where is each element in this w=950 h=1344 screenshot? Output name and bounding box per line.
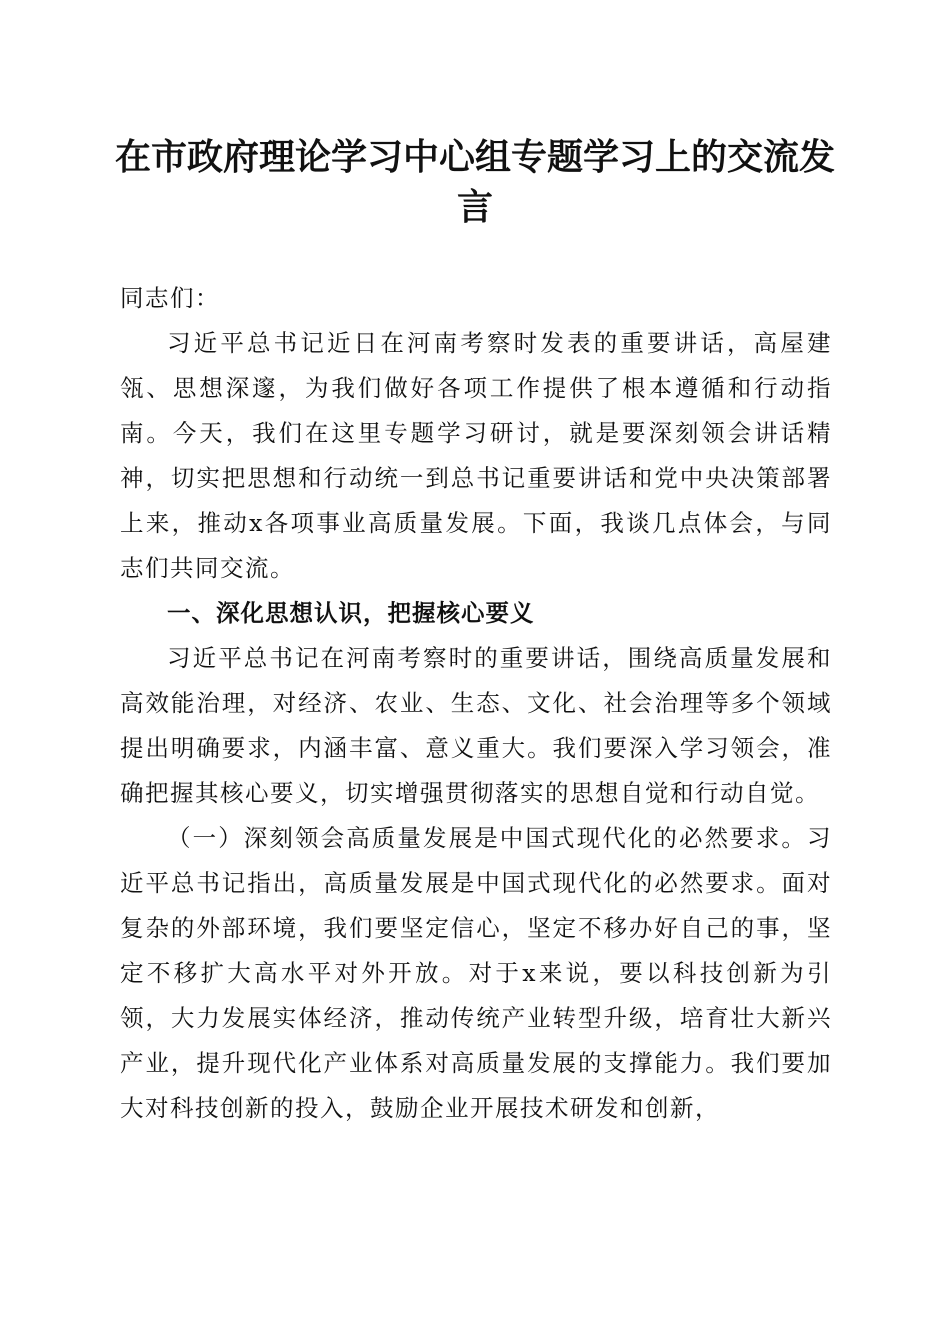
salutation: 同志们： (120, 284, 220, 312)
section-heading: 一、深化思想认识，把握核心要义 (167, 599, 535, 627)
intro-paragraph: 习近平总书记近日在河南考察时发表的重要讲话，高屋建瓴、思想深邃，为我们做好各项工作提供了根本遵循和行动指南。今天，我们在这里专题学习研讨，就是要深刻领会讲话精神，切实把思想和行动统一到总书记重要讲话和党中央决策部署上来，推动x各项事业高质量发展。下面，我谈几点体会，与同志们共同交流。 (120, 329, 832, 582)
subsection-paragraph: （一）深刻领会高质量发展是中国式现代化的必然要求。习近平总书记指出，高质量发展是中国式现代化的必然要求。面对复杂的外部环境，我们要坚定信心，坚定不移办好自己的事，坚定不移扩大高水平对外开放。对于x来说，要以科技创新为引领，大力发展实体经济，推动传统产业转型升级，培育壮大新兴产业，提升现代化产业体系对高质量发展的支撑能力。我们要加大对科技创新的投入，鼓励企业开展技术研发和创新， (120, 824, 832, 1122)
document-body (120, 276, 832, 1131)
document-title: 在市政府理论学习中心组专题学习上的交流发言 (114, 136, 835, 228)
section-intro-paragraph: 习近平总书记在河南考察时的重要讲话，围绕高质量发展和高效能治理，对经济、农业、生态、文化、社会治理等多个领域提出明确要求，内涵丰富、意义重大。我们要深入学习领会，准确把握其核心要义，切实增强贯彻落实的思想自觉和行动自觉。 (120, 644, 832, 807)
